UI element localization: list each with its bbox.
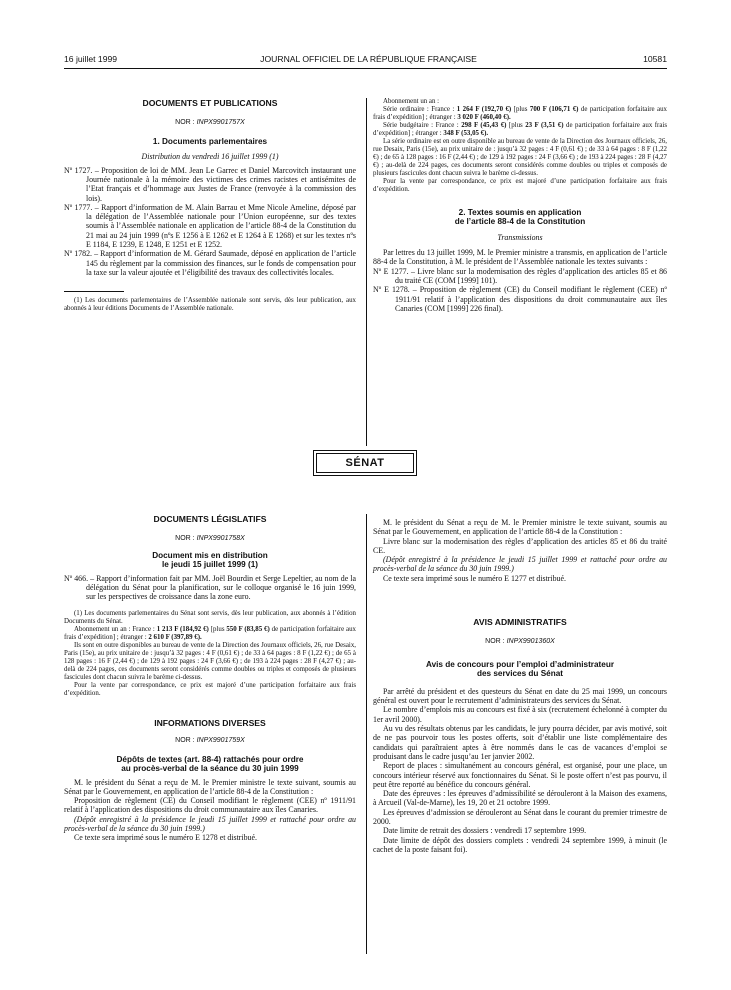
senat-abonnement: Abonnement un an : France : 1 213 F (184,92 €) [plus 550 F (83,85 €) de participation forfaitaire aux frais d’expédition] ; étranger : 2 610 F (397,89 €).	[64, 625, 357, 641]
header-date: 16 juillet 1999	[64, 54, 118, 64]
an-left-column	[64, 98, 356, 313]
header-divider	[64, 68, 667, 69]
senat-documents-heading: DOCUMENTS LÉGISLATIFS	[153, 514, 267, 524]
senat-item-466: Nº 466. – Rapport d’information fait par MM. Joël Bourdin et Serge Lepeltier, au nom de la délégation du Sénat pour la planification, sur le colloque organisé le 16 juin 1999, sur les perspectives de croissance dans la zone euro.	[64, 573, 356, 602]
an-item-e1277: Nº E 1277. – Livre blanc sur la modernisation des règles d’application des articles 85 et 86 du traité CE (COM [1999] 101).	[373, 266, 667, 285]
concours-para-8: Date limite de dépôt des dossiers complets : vendredi 24 septembre 1999, à minuit (le cachet de la poste faisant foi).	[373, 835, 667, 854]
an-item-1727: Nº 1727. – Proposition de loi de MM. Jean Le Garrec et Daniel Marcovitch instaurant une Journée nationale à la mémoire des victimes des crimes racistes et antisémites de l’Etat français et d’hommage aux Justes de France (renvoyée à la commission des lois).	[64, 165, 356, 203]
column-divider-top	[366, 98, 367, 446]
senat-right-para-1: M. le président du Sénat a reçu de M. le Premier ministre le texte suivant, soumis au Sénat par le Gouvernement, en application de l’article 88-4 de la Constitution :	[373, 518, 667, 537]
avis-administratifs-heading: AVIS ADMINISTRATIFS	[473, 617, 567, 628]
depot-para-1: M. le président du Sénat a reçu de M. le Premier ministre le texte suivant, soumis au Sénat par le Gouvernement, en application de l’article 88-4 de la Constitution :	[64, 777, 356, 796]
depot-para-4: Ce texte sera imprimé sous le numéro E 1278 et distribué.	[74, 833, 257, 843]
an-item-e1278: Nº E 1278. – Proposition de règlement (CE) du Conseil modifiant le règlement (CEE) nº 1911/91 relatif à l’application des dispositions du droit communautaire aux îles Canaries (COM [1999] 226 final).	[373, 285, 667, 313]
an-vente: Pour la vente par correspondance, ce prix est majoré d’une participation forfaitaire aux frais d’expédition.	[373, 178, 667, 193]
column-divider-bottom	[366, 514, 367, 954]
concours-para-2: Le nombre d’emplois mis au concours est fixé à six (recrutement échelonné à compter du 1er avril 2000).	[373, 705, 667, 724]
an-parliamentary-docs-subheading: 1. Documents parlementaires	[152, 137, 268, 146]
concours-heading: Avis de concours pour l’emploi d’administrateur des services du Sénat	[425, 660, 615, 679]
footnote-divider	[64, 291, 124, 292]
info-nor: NOR : INPX9901759X	[175, 736, 245, 744]
an-item-1777: Nº 1777. – Rapport d’information de M. Alain Barrau et Mme Nicole Ameline, déposé par la délégation de l’Assemblée nationale pour l’Union européenne, sur des textes soumis à l’Assemblée nationale en application de l’article 88-4 de la Constitution du 21 mai au 24 juin 1999 (nºs E 1256 à E 1262 et E 1264 à E 1268) et sur les textes nºs E 1184, E 1239, E 1248, E 1251 et E 1252.	[64, 202, 356, 250]
depot-para-3: (Dépôt enregistré à la présidence le jeudi 15 juillet 1999 et rattaché pour ordre au procès-verbal de la séance du 30 juin 1999.)	[64, 814, 356, 833]
senat-distribution-heading: Document mis en distribution le jeudi 15 juillet 1999 (1)	[152, 551, 268, 570]
concours-para-5: Date des épreuves : les épreuves d’admissibilité se dérouleront à la Maison des examens, à Arcueil (Val-de-Marne), les 19, 20 et 21 octobre 1999.	[373, 789, 667, 808]
senat-banner: SÉNAT	[313, 450, 417, 476]
senat-footnote-block: (1) Les documents parlementaires du Sénat sont servis, dès leur publication, aux abonnés à l’édition Documents du Sénat. Abonnement un an : France : 1 213 F (184,92 €) [plus 550 F (83,85 €) de participation forfaitaire aux frais d’expédition] ; étranger : 2 610 F (397,89 €). Ils sont en outre disponibles au bureau de vente de la Direction des Journaux officiels, 26, rue Desaix, Paris (15e), au prix unitaire de : jusqu’à 32 pages : 4 F (0,61 €) ; de 33 à 64 pages : 8 F (1,22 €) ; de 65 à 128 pages : 16 F (2,44 €) ; de 129 à 192 pages : 24 F (3,66 €) ; de 193 à 224 pages : 28 F (4,27 €) ; au-delà de 224 pages, ces documents seront considérés comme doubles ou triples et composés de plusieurs fascicules dont chacun suivra le barème ci-dessus. Pour la vente par correspondance, ce prix est majoré d’une participation forfaitaire aux frais d’expédition.	[64, 609, 357, 697]
an-nor: NOR : INPX9901757X	[175, 119, 245, 126]
senat-left-column	[64, 514, 356, 843]
avis-nor: NOR : INPX9901360X	[485, 638, 555, 646]
concours-para-3: Au vu des résultats obtenus par les candidats, le jury pourra décider, par avis motivé, soit de ne pas pourvoir tous les postes offerts, soit d’établir une liste complémentaire des candidats qui paraîtraient aptes à être nommés dans le cas de vacances d’emploi se produisant dans le cadre jusqu’au 1er janvier 2002.	[373, 724, 667, 761]
journal-title: JOURNAL OFFICIEL DE LA RÉPUBLIQUE FRANÇAISE	[260, 54, 477, 64]
an-serie-budgetaire: Série budgétaire : France : 298 F (45,43 €) [plus 23 F (3,51 €) de participation forfaitaire aux frais d’expédition] ; étranger : 348 F (53,05 €).	[373, 122, 667, 137]
senat-right-column	[373, 518, 667, 854]
an-footnote: (1) Les documents parlementaires de l’Assemblée nationale sont servis, dès leur publication, aux abonnés à leur éditions Documents de l’Assemblée nationale.	[64, 297, 356, 313]
an-sec2-intro: Par lettres du 13 juillet 1999, M. le Premier ministre a transmis, en application de l’article 88-4 de la Constitution, à M. le président de l’Assemblée nationale les textes suivants :	[373, 248, 667, 267]
senat-nor: NOR : INPX9901758X	[175, 535, 245, 542]
an-sec2-heading: 2. Textes soumis en application de l’article 88-4 de la Constitution	[454, 208, 586, 227]
info-diverses-heading: INFORMATIONS DIVERSES	[154, 717, 266, 728]
an-serie-ordinaire: Série ordinaire : France : 1 264 F (192,70 €) [plus 700 F (106,71 €) de participation forfaitaire aux frais d’expédition] ; étranger : 3 020 F (460,40 €).	[373, 106, 667, 121]
an-subscription: Abonnement un an : Série ordinaire : France : 1 264 F (192,70 €) [plus 700 F (106,71 €) de participation forfaitaire aux frais d’expédition] ; étranger : 3 020 F (460,40 €). Série budgétaire : France : 298 F (45,43 €) [plus 23 F (3,51 €) de participation forfaitaire aux frais d’expédition] ; étranger : 348 F (53,05 €). La série ordinaire est en outre disponible au bureau de vente de la Direction des Journaux officiels, 26, rue Desaix, Paris (15e), au prix unitaire de : jusqu’à 32 pages : 4 F (0,61 €) ; de 33 à 64 pages : 8 F (1,22 €) ; de 65 à 128 pages : 16 F (2,44 €) ; de 129 à 192 pages : 24 F (3,66 €) ; de 193 à 224 pages : 28 F (4,27 €) ; au-delà de 224 pages, ces documents seront considérés comme doubles ou triples et composés de plusieurs fascicules dont chacun suivra le barème ci-dessus. Pour la vente par correspondance, ce prix est majoré d’une participation forfaitaire aux frais d’expédition.	[373, 98, 667, 193]
concours-para-4: Report de places : simultanément au concours général, est organisé, pour une place, un concours intérieur réservé aux fonctionnaires du Sénat. Si le poste offert n’est pas pourvu, il peut être reporté au bénéfice du concours général.	[373, 761, 667, 789]
concours-para-7: Date limite de retrait des dossiers : vendredi 17 septembre 1999.	[383, 826, 587, 836]
concours-para-6: Les épreuves d’admission se dérouleront au Sénat dans le courant du premier trimestre de 2000.	[373, 807, 667, 827]
senat-right-para-3: (Dépôt enregistré à la présidence le jeudi 15 juillet 1999 et rattaché pour ordre au procès-verbal de la séance du 30 juin 1999.)	[373, 555, 667, 574]
depot-heading: Dépôts de textes (art. 88-4) rattachés pour ordre au procès-verbal de la séance du 30 juin 1999	[116, 754, 304, 774]
concours-para-1: Par arrêté du président et des questeurs du Sénat en date du 25 mai 1999, un concours général est ouvert pour le recrutement d’administrateurs des services du Sénat.	[373, 686, 667, 706]
page-number: 10581	[643, 54, 667, 64]
an-transmissions: Transmissions	[497, 232, 543, 242]
an-item-1782: Nº 1782. – Rapport d’information de M. Gérard Saumade, déposé en application de l’article 145 du règlement par la commission des finances, sur le fonds de compensation pour la taxe sur la valeur ajoutée et l’éligibilité des travaux des collectivités locales.	[64, 249, 356, 277]
senat-vente: Pour la vente par correspondance, ce prix est majoré d’une participation forfaitaire aux frais d’expédition.	[64, 681, 356, 697]
senat-dispo: Ils sont en outre disponibles au bureau de vente de la Direction des Journaux officiels, 26, rue Desaix, Paris (15e), au prix unitaire de : jusqu’à 32 pages : 4 F (0,61 €) ; de 33 à 64 pages : 8 F (1,22 €) ; de 65 à 128 pages : 16 F (2,44 €) ; de 129 à 192 pages : 24 F (3,66 €) ; de 193 à 224 pages : 28 F (4,27 €) ; au-delà de 224 pages, ces documents seront considérés comme doubles ou triples et composés de plusieurs fascicules dont chacun suivra le barème ci-dessus.	[64, 641, 356, 681]
an-serie-dispo: La série ordinaire est en outre disponible au bureau de vente de la Direction des Journaux officiels, 26, rue Desaix, Paris (15e), au prix unitaire de : jusqu’à 32 pages : 4 F (0,61 €) ; de 33 à 64 pages : 8 F (1,22 €) ; de 65 à 128 pages : 16 F (2,44 €) ; de 129 à 192 pages : 24 F (3,66 €) ; de 193 à 224 pages : 28 F (4,27 €) ; au-delà de 224 pages, ces documents seront considérés comme doubles ou triples et composés de plusieurs fascicules dont chacun suivra le barème ci-dessus.	[373, 138, 667, 177]
depot-para-2: Proposition de règlement (CE) du Conseil modifiant le règlement (CEE) nº 1911/91 relatif à l’application des dispositions du droit communautaire aux îles Canaries.	[64, 796, 356, 815]
an-right-column	[373, 98, 667, 313]
senat-right-para-2: Livre blanc sur la modernisation des règles d’application des articles 85 et 86 du traité CE.	[373, 536, 667, 555]
an-documents-heading: DOCUMENTS ET PUBLICATIONS	[142, 98, 278, 108]
senat-right-para-4: Ce texte sera imprimé sous le numéro E 1277 et distribué.	[383, 573, 566, 583]
an-distribution-date: Distribution du vendredi 16 juillet 1999 (1)	[141, 152, 279, 162]
